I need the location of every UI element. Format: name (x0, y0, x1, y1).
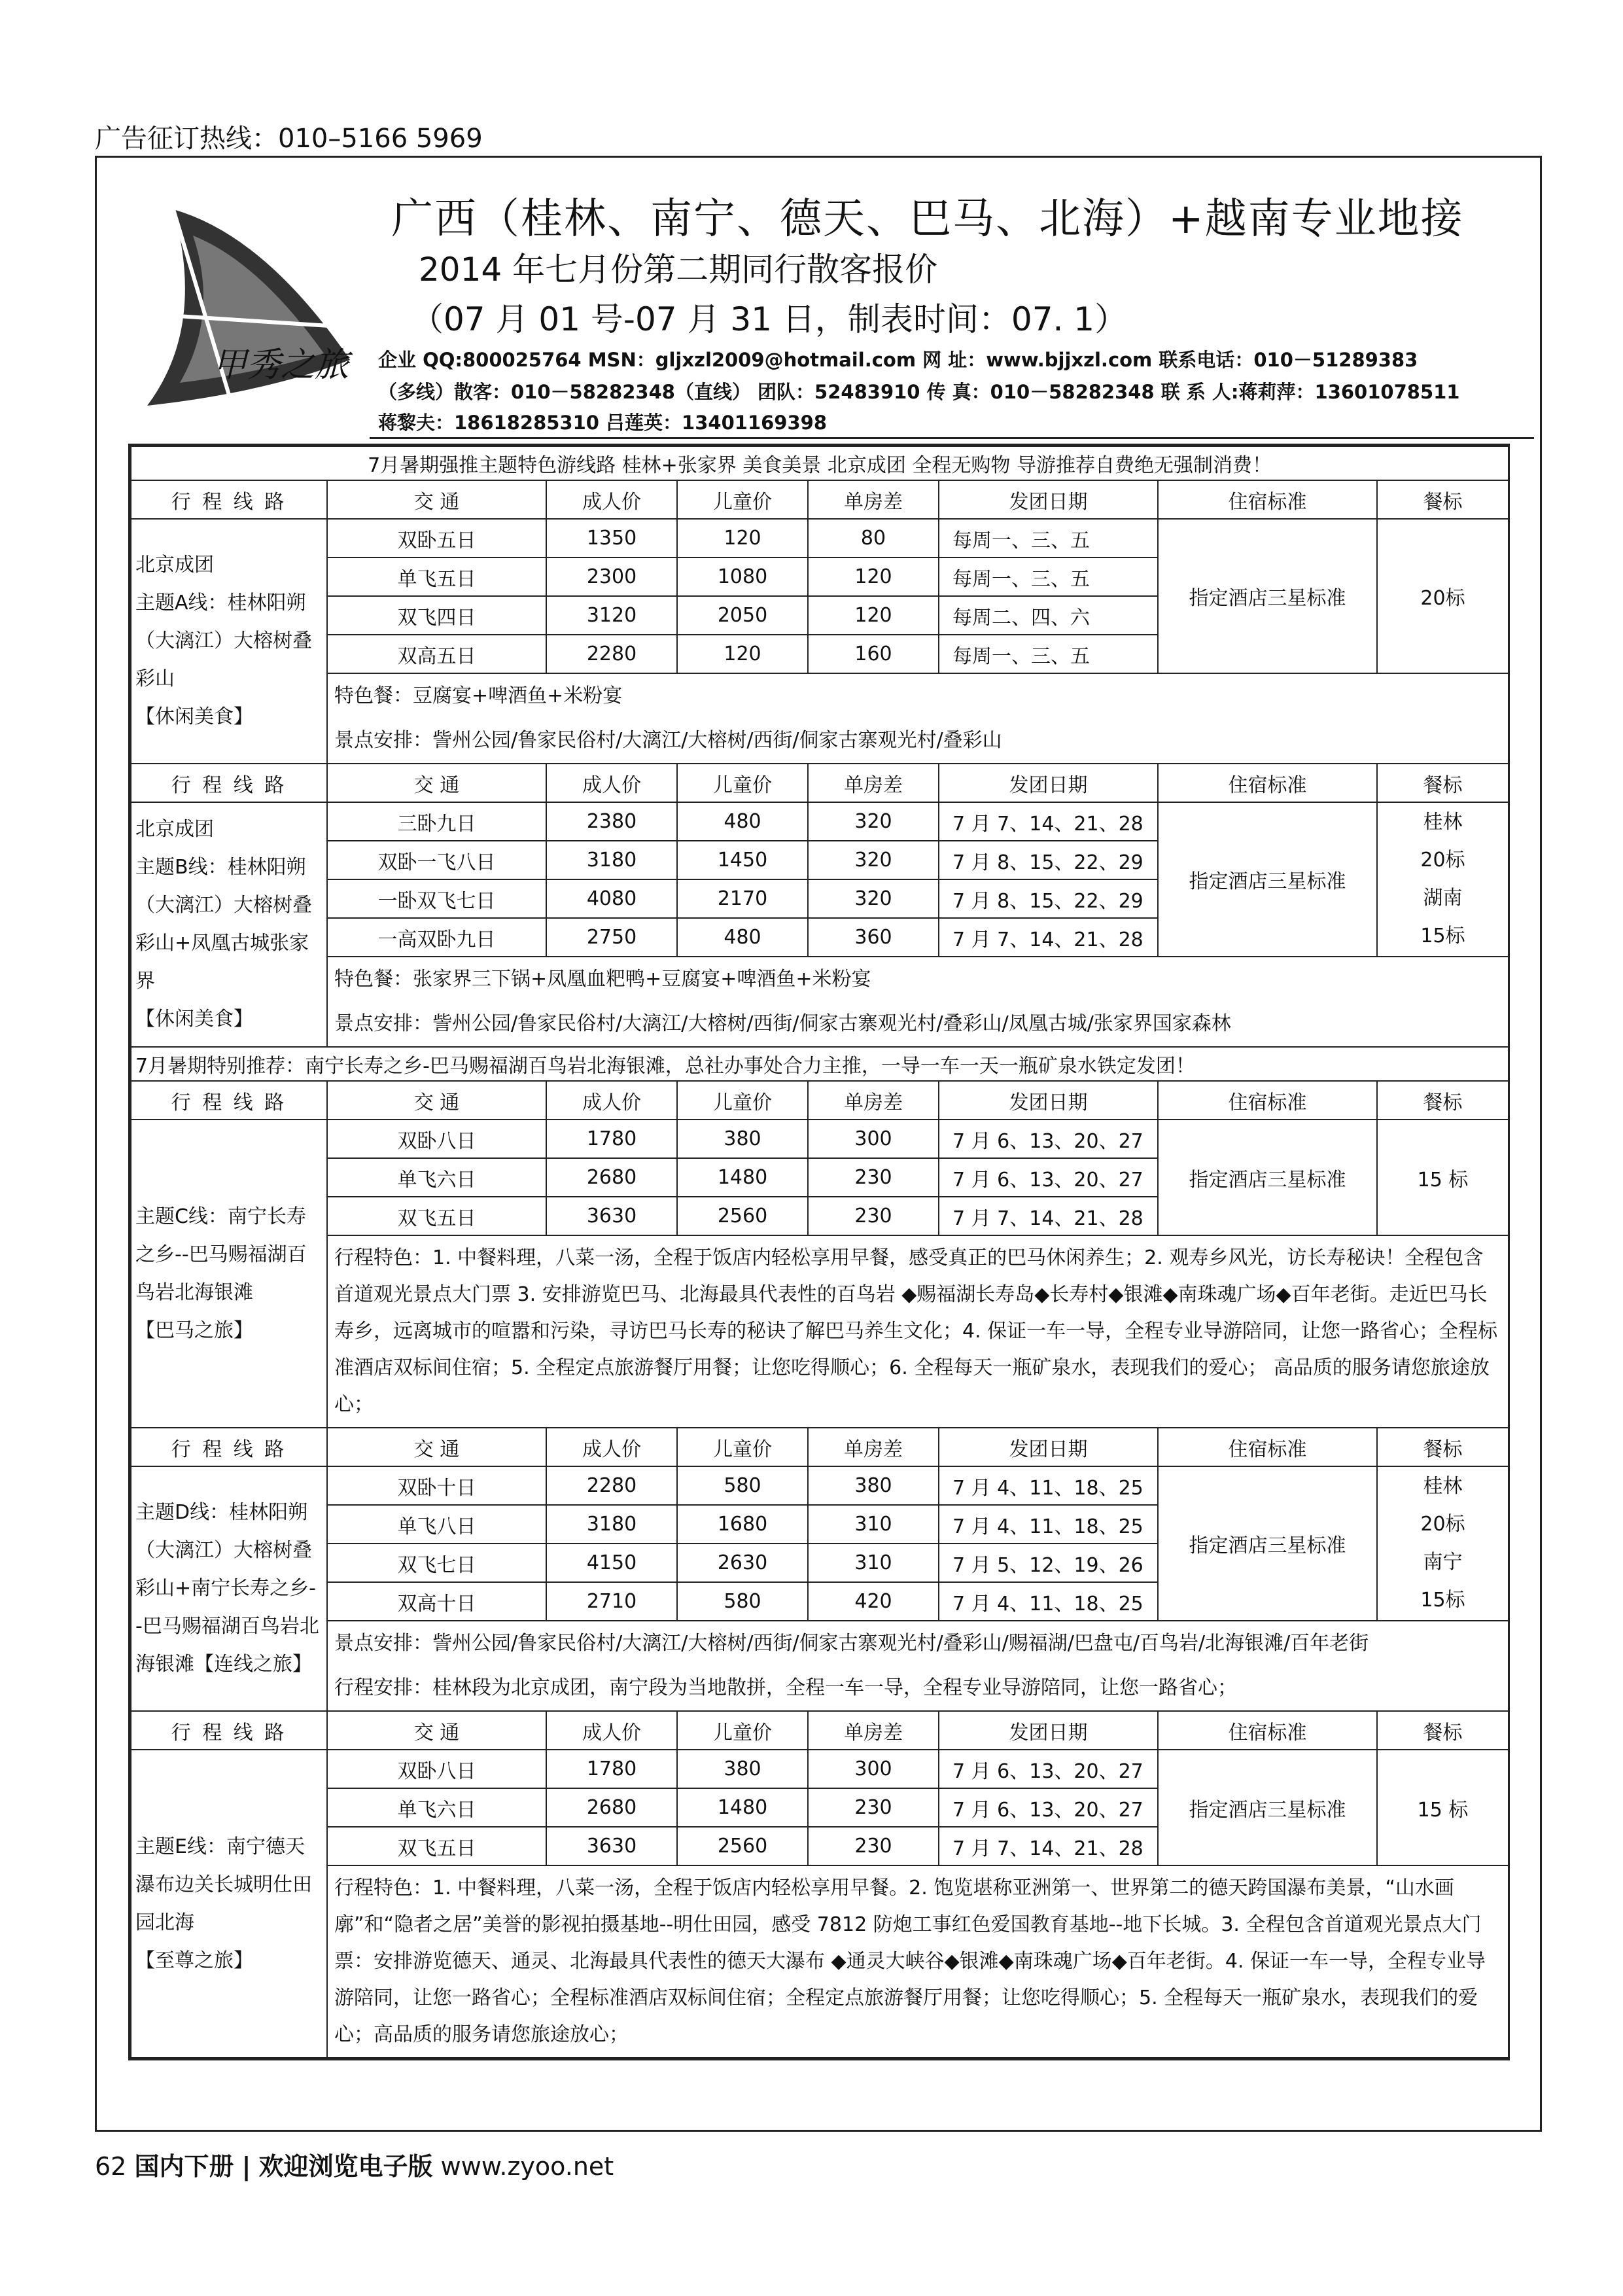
route-name-b: 北京成团 主题B线：桂林阳朔（大漓江）大榕树叠彩山+凤凰古城张家界 【休闲美食】 (131, 802, 327, 1047)
child-price: 1680 (677, 1505, 808, 1544)
footer-separator: | (241, 2152, 251, 2181)
header-route: 行 程 线 路 (131, 480, 327, 519)
single-supplement: 300 (808, 1120, 939, 1158)
single-supplement: 360 (808, 918, 939, 957)
single-supplement: 230 (808, 1827, 939, 1865)
transport-cell: 单飞六日 (327, 1158, 546, 1197)
child-price: 1480 (677, 1158, 808, 1197)
sights-list: 景点安排：訾州公园/鲁家民俗村/大漓江/大榕树/西街/侗家古寨观光村/叠彩山/凤凰古城/张家界国家森林 (327, 1002, 1509, 1047)
footer-welcome: 欢迎浏览电子版 (258, 2152, 433, 2181)
header-dates: 发团日期 (939, 1428, 1158, 1466)
promo-banner-2: 7月暑期特别推荐：南宁长寿之乡-巴马赐福湖百鸟岩北海银滩，总社办事处合力主推，一导一车一天一瓶矿泉水铁定发团！ (131, 1047, 1509, 1081)
departure-dates: 每周一、三、五 (939, 519, 1158, 557)
header-hotel: 住宿标准 (1158, 480, 1377, 519)
adult-price: 3630 (546, 1827, 677, 1865)
header-route: 行 程 线 路 (131, 764, 327, 802)
adult-price: 3630 (546, 1197, 677, 1235)
transport-cell: 单飞五日 (327, 557, 546, 596)
child-price: 480 (677, 802, 808, 841)
single-supplement: 320 (808, 879, 939, 918)
single-supplement: 300 (808, 1750, 939, 1788)
departure-dates: 7 月 7、14、21、28 (939, 1197, 1158, 1235)
transport-cell: 双高五日 (327, 635, 546, 673)
header-single: 单房差 (808, 1711, 939, 1750)
departure-dates: 7 月 8、15、22、29 (939, 841, 1158, 879)
section-name: 国内下册 (134, 2152, 234, 2181)
header-meal: 餐标 (1377, 1711, 1509, 1750)
single-supplement: 320 (808, 841, 939, 879)
table-header-row (131, 1711, 1509, 1750)
table-header-row (131, 1428, 1509, 1466)
departure-dates: 7 月 6、13、20、27 (939, 1158, 1158, 1197)
header-meal: 餐标 (1377, 764, 1509, 802)
header-child: 儿童价 (677, 764, 808, 802)
special-meal: 特色餐：豆腐宴+啤酒鱼+米粉宴 (327, 673, 1509, 718)
meal-standard: 桂林 20标 湖南 15标 (1377, 802, 1509, 957)
header-adult: 成人价 (546, 1711, 677, 1750)
header-transport: 交 通 (327, 1428, 546, 1466)
transport-cell: 双卧八日 (327, 1120, 546, 1158)
child-price: 580 (677, 1466, 808, 1505)
meal-standard: 20标 (1377, 519, 1509, 673)
departure-dates: 7 月 6、13、20、27 (939, 1788, 1158, 1827)
header-adult: 成人价 (546, 1081, 677, 1120)
transport-cell: 一卧双飞七日 (327, 879, 546, 918)
transport-cell: 双飞四日 (327, 596, 546, 635)
header-transport: 交 通 (327, 1081, 546, 1120)
header-hotel: 住宿标准 (1158, 1081, 1377, 1120)
departure-dates: 7 月 4、11、18、25 (939, 1582, 1158, 1621)
header-route: 行 程 线 路 (131, 1081, 327, 1120)
adult-price: 3180 (546, 1505, 677, 1544)
header-adult: 成人价 (546, 1428, 677, 1466)
single-supplement: 120 (808, 557, 939, 596)
sights-list: 景点安排：訾州公园/鲁家民俗村/大漓江/大榕树/西街/侗家古寨观光村/叠彩山/赐福湖/巴盘屯/百鸟岩/北海银滩/百年老街 (327, 1621, 1509, 1666)
table-row (131, 1750, 1509, 1788)
departure-dates: 7 月 4、11、18、25 (939, 1466, 1158, 1505)
hotel-standard: 指定酒店三星标准 (1158, 802, 1377, 957)
price-table (128, 444, 1510, 2060)
adult-price: 2680 (546, 1158, 677, 1197)
child-price: 2630 (677, 1544, 808, 1582)
adult-price: 2280 (546, 635, 677, 673)
child-price: 1480 (677, 1788, 808, 1827)
header-meal: 餐标 (1377, 1428, 1509, 1466)
promo-banner-1: 7月暑期强推主题特色游线路 桂林+张家界 美食美景 北京成团 全程无购物 导游推荐自费绝无强制消费！ (131, 446, 1509, 480)
single-supplement: 120 (808, 596, 939, 635)
transport-cell: 双高十日 (327, 1582, 546, 1621)
departure-dates: 7 月 7、14、21、28 (939, 918, 1158, 957)
meal-standard: 桂林 20标 南宁 15标 (1377, 1466, 1509, 1621)
child-price: 580 (677, 1582, 808, 1621)
transport-cell: 双卧十日 (327, 1466, 546, 1505)
single-supplement: 320 (808, 802, 939, 841)
single-supplement: 380 (808, 1466, 939, 1505)
header-child: 儿童价 (677, 1711, 808, 1750)
child-price: 2050 (677, 596, 808, 635)
header-child: 儿童价 (677, 1428, 808, 1466)
header-child: 儿童价 (677, 480, 808, 519)
header-adult: 成人价 (546, 480, 677, 519)
single-supplement: 420 (808, 1582, 939, 1621)
child-price: 2170 (677, 879, 808, 918)
departure-dates: 每周二、四、六 (939, 596, 1158, 635)
single-supplement: 230 (808, 1197, 939, 1235)
page-title: 广西（桂林、南宁、德天、巴马、北海）+越南专业地接 (391, 195, 1464, 243)
child-price: 120 (677, 519, 808, 557)
table-row (131, 802, 1509, 841)
departure-dates: 7 月 7、14、21、28 (939, 1827, 1158, 1865)
ad-hotline: 广告征订热线：010–5166 5969 (95, 124, 483, 154)
table-row (131, 1120, 1509, 1158)
transport-cell: 双飞五日 (327, 1197, 546, 1235)
single-supplement: 310 (808, 1544, 939, 1582)
departure-dates: 7 月 6、13、20、27 (939, 1750, 1158, 1788)
tour-plan: 行程安排：桂林段为北京成团，南宁段为当地散拼，全程一车一导，全程专业导游陪同，让您一路省心； (327, 1666, 1509, 1711)
transport-cell: 双飞五日 (327, 1827, 546, 1865)
date-range: （07 月 01 号-07 月 31 日，制表时间：07. 1） (411, 300, 1128, 338)
transport-cell: 双卧一飞八日 (327, 841, 546, 879)
header-route: 行 程 线 路 (131, 1428, 327, 1466)
meal-standard: 15 标 (1377, 1750, 1509, 1865)
header-single: 单房差 (808, 1081, 939, 1120)
transport-cell: 一高双卧九日 (327, 918, 546, 957)
header-route: 行 程 线 路 (131, 1711, 327, 1750)
meal-standard: 15 标 (1377, 1120, 1509, 1235)
header-dates: 发团日期 (939, 480, 1158, 519)
header-transport: 交 通 (327, 1711, 546, 1750)
header-dates: 发团日期 (939, 764, 1158, 802)
adult-price: 1780 (546, 1750, 677, 1788)
hotel-standard: 指定酒店三星标准 (1158, 1120, 1377, 1235)
header-single: 单房差 (808, 1428, 939, 1466)
route-name-a: 北京成团 主题A线：桂林阳朔（大漓江）大榕树叠彩山 【休闲美食】 (131, 519, 327, 764)
single-supplement: 80 (808, 519, 939, 557)
child-price: 380 (677, 1750, 808, 1788)
child-price: 1450 (677, 841, 808, 879)
route-name-c: 主题C线：南宁长寿之乡--巴马赐福湖百鸟岩北海银滩 【巴马之旅】 (131, 1120, 327, 1428)
hotel-standard: 指定酒店三星标准 (1158, 1466, 1377, 1621)
header-single: 单房差 (808, 764, 939, 802)
contact-line-3: 蒋黎夫：18618285310 吕莲英：13401169398 (378, 412, 828, 434)
departure-dates: 7 月 6、13、20、27 (939, 1120, 1158, 1158)
single-supplement: 310 (808, 1505, 939, 1544)
footer-url: www.zyoo.net (440, 2152, 614, 2181)
adult-price: 2380 (546, 802, 677, 841)
hotel-standard: 指定酒店三星标准 (1158, 1750, 1377, 1865)
header-single: 单房差 (808, 480, 939, 519)
route-name-e: 主题E线：南宁德天瀑布边关长城明仕田园北海 【至尊之旅】 (131, 1750, 327, 2058)
company-logo (134, 196, 383, 412)
adult-price: 3180 (546, 841, 677, 879)
header-adult: 成人价 (546, 764, 677, 802)
header-dates: 发团日期 (939, 1081, 1158, 1120)
child-price: 2560 (677, 1197, 808, 1235)
single-supplement: 230 (808, 1788, 939, 1827)
adult-price: 4150 (546, 1544, 677, 1582)
contact-line-2: （多线）散客：010－58282348（直线） 团队：52483910 传 真：010－58282348 联 系 人:蒋莉萍：13601078511 (378, 381, 1460, 403)
logo-text: 甲秀之旅 (213, 345, 349, 385)
child-price: 480 (677, 918, 808, 957)
table-row (131, 519, 1509, 557)
header-meal: 餐标 (1377, 480, 1509, 519)
special-meal: 特色餐：张家界三下锅+凤凰血粑鸭+豆腐宴+啤酒鱼+米粉宴 (327, 957, 1509, 1002)
adult-price: 1350 (546, 519, 677, 557)
tour-features: 行程特色：1. 中餐料理，八菜一汤，全程于饭店内轻松享用早餐，感受真正的巴马休闲养生；2. 观寿乡风光，访长寿秘诀！全程包含首道观光景点大门票 3. 安排游览巴马、北海最具代表性的百鸟岩 ◆赐福湖长寿岛◆长寿村◆银滩◆南珠魂广场◆百年老街。走近巴马长寿乡，远离城市的喧嚣和污染，寻访巴马长寿的秘诀了解巴马养生文化；4. 保证一车一导，全程专业导游陪同，让您一路省心；全程标准酒店双标间住宿；5. 全程定点旅游餐厅用餐；让您吃得顺心；6. 全程每天一瓶矿泉水，表现我们的爱心； 高品质的服务请您旅途放心； (327, 1235, 1509, 1428)
departure-dates: 7 月 8、15、22、29 (939, 879, 1158, 918)
adult-price: 1780 (546, 1120, 677, 1158)
child-price: 2560 (677, 1827, 808, 1865)
single-supplement: 160 (808, 635, 939, 673)
header-dates: 发团日期 (939, 1711, 1158, 1750)
adult-price: 2680 (546, 1788, 677, 1827)
transport-cell: 单飞八日 (327, 1505, 546, 1544)
hotel-standard: 指定酒店三星标准 (1158, 519, 1377, 673)
contact-line-1: 企业 QQ:800025764 MSN：gljxzl2009@hotmail.com 网 址：www.bjjxzl.com 联系电话：010－51289383 (378, 349, 1418, 371)
header-hotel: 住宿标准 (1158, 1428, 1377, 1466)
table-header-row (131, 480, 1509, 519)
transport-cell: 双卧五日 (327, 519, 546, 557)
departure-dates: 7 月 7、14、21、28 (939, 802, 1158, 841)
adult-price: 4080 (546, 879, 677, 918)
adult-price: 3120 (546, 596, 677, 635)
child-price: 1080 (677, 557, 808, 596)
route-name-d: 主题D线：桂林阳朔（大漓江）大榕树叠彩山+南宁长寿之乡--巴马赐福湖百鸟岩北海银滩【连线之旅】 (131, 1466, 327, 1711)
transport-cell: 单飞六日 (327, 1788, 546, 1827)
single-supplement: 230 (808, 1158, 939, 1197)
table-row (131, 1466, 1509, 1505)
departure-dates: 每周一、三、五 (939, 635, 1158, 673)
header-meal: 餐标 (1377, 1081, 1509, 1120)
transport-cell: 三卧九日 (327, 802, 546, 841)
departure-dates: 7 月 4、11、18、25 (939, 1505, 1158, 1544)
child-price: 380 (677, 1120, 808, 1158)
header-transport: 交 通 (327, 764, 546, 802)
transport-cell: 双飞七日 (327, 1544, 546, 1582)
transport-cell: 双卧八日 (327, 1750, 546, 1788)
adult-price: 2300 (546, 557, 677, 596)
adult-price: 2280 (546, 1466, 677, 1505)
header-hotel: 住宿标准 (1158, 764, 1377, 802)
page-subtitle: 2014 年七月份第二期同行散客报价 (419, 251, 938, 289)
child-price: 120 (677, 635, 808, 673)
header-hotel: 住宿标准 (1158, 1711, 1377, 1750)
table-header-row (131, 1081, 1509, 1120)
adult-price: 2750 (546, 918, 677, 957)
sights-list: 景点安排：訾州公园/鲁家民俗村/大漓江/大榕树/西街/侗家古寨观光村/叠彩山 (327, 718, 1509, 764)
tour-features: 行程特色：1. 中餐料理，八菜一汤，全程于饭店内轻松享用早餐。2. 饱览堪称亚洲第一、世界第二的德天跨国瀑布美景，“山水画廓”和“隐者之居”美誉的影视拍摄基地--明仕田园，感受 7812 防炮工事红色爱国教育基地--地下长城。3. 全程包含首道观光景点大门票：安排游览德天、通灵、北海最具代表性的德天大瀑布 ◆通灵大峡谷◆银滩◆南珠魂广场◆百年老街。4. 保证一车一导，全程专业导游陪同，让您一路省心；全程标准酒店双标间住宿；全程定点旅游餐厅用餐；让您吃得顺心；5. 全程每天一瓶矿泉水，表现我们的爱心；高品质的服务请您旅途放心； (327, 1865, 1509, 2058)
header-divider (370, 437, 1534, 439)
departure-dates: 7 月 5、12、19、26 (939, 1544, 1158, 1582)
page-number: 62 (95, 2152, 127, 2181)
table-header-row (131, 764, 1509, 802)
departure-dates: 每周一、三、五 (939, 557, 1158, 596)
page-footer (95, 2146, 614, 2182)
header-child: 儿童价 (677, 1081, 808, 1120)
header-transport: 交 通 (327, 480, 546, 519)
adult-price: 2710 (546, 1582, 677, 1621)
